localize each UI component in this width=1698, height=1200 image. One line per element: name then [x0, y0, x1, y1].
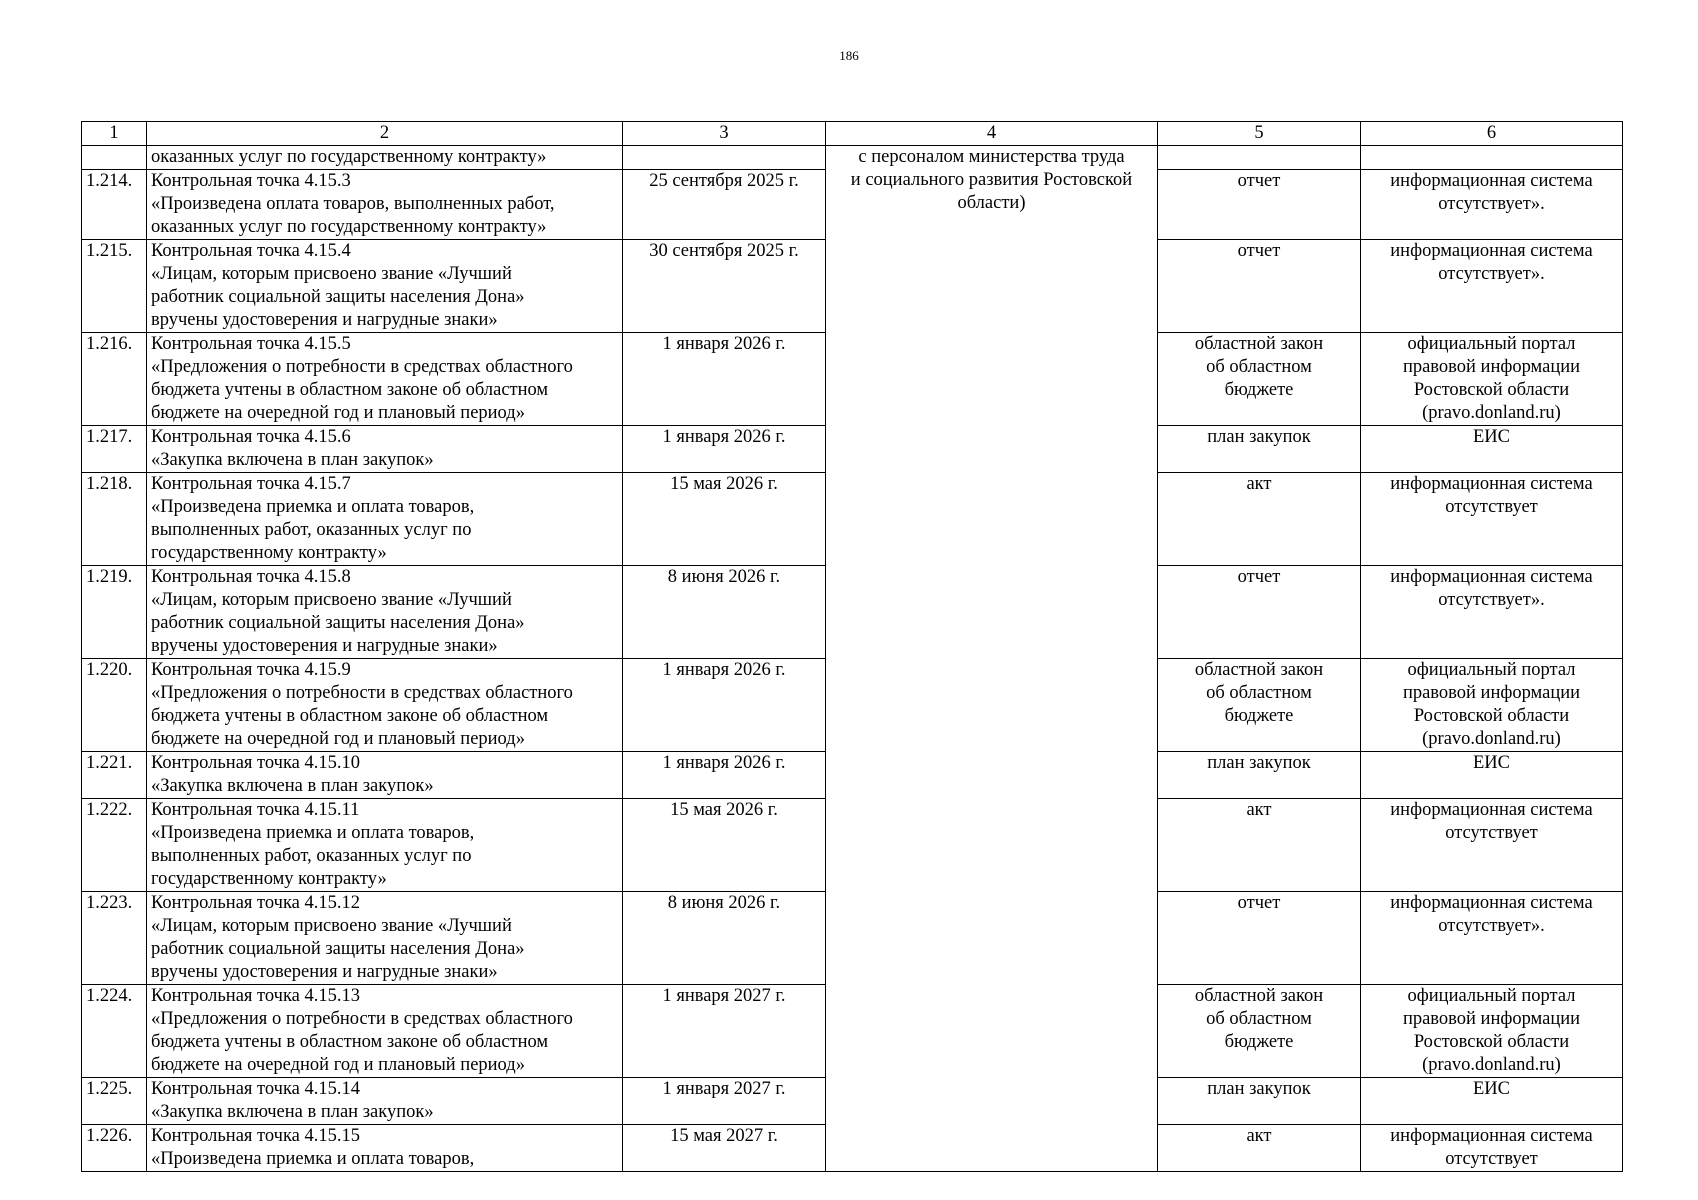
info-source-cell [1361, 1125, 1623, 1172]
date-cell: 25 сентября 2025 г. [623, 170, 826, 240]
info-source-cell [1361, 333, 1623, 426]
description-line: «Закупка включена в план закупок» [151, 1102, 434, 1122]
row-number-cell: 1.224. [82, 985, 147, 1078]
description-line: «Закупка включена в план закупок» [151, 776, 434, 796]
info-source-line: правовой информации [1402, 683, 1581, 703]
description-line: бюджете на очередной год и плановый период» [151, 729, 525, 749]
header-row [82, 122, 1623, 146]
description-cell [147, 473, 623, 566]
document-type-line: областной закон [1194, 986, 1324, 1006]
info-source-line: ЕИС [1473, 427, 1510, 447]
continuation-date-cell [623, 146, 826, 170]
description-line: Контрольная точка 4.15.13 [151, 986, 361, 1006]
info-source-cell [1361, 799, 1623, 892]
info-source-line: информационная система [1390, 893, 1593, 913]
column-header-5: 5 [1158, 122, 1361, 146]
document-type-line: отчет [1237, 241, 1281, 261]
description-line: «Закупка включена в план закупок» [151, 450, 434, 470]
date-cell: 15 мая 2026 г. [623, 473, 826, 566]
description-line: «Произведена приемка и оплата товаров, [151, 1149, 475, 1169]
date-cell: 15 мая 2027 г. [623, 1125, 826, 1172]
description-line: «Предложения о потребности в средствах областного [151, 357, 573, 377]
row-number-cell: 1.217. [82, 426, 147, 473]
document-type-line: отчет [1237, 171, 1281, 191]
document-type-cell [1158, 799, 1361, 892]
description-line: государственному контракту» [151, 543, 387, 563]
document-type-cell [1158, 426, 1361, 473]
document-type-line: план закупок [1207, 753, 1311, 773]
description-line: Контрольная точка 4.15.12 [151, 893, 361, 913]
info-source-line: информационная система [1390, 800, 1593, 820]
document-type-line: бюджете [1224, 380, 1294, 400]
description-cell [147, 659, 623, 752]
column-header-1: 1 [82, 122, 147, 146]
row-number-cell: 1.218. [82, 473, 147, 566]
row-number-cell: 1.219. [82, 566, 147, 659]
info-source-cell [1361, 892, 1623, 985]
description-cell [147, 985, 623, 1078]
date-cell: 1 января 2027 г. [623, 1078, 826, 1125]
info-source-line: отсутствует». [1438, 590, 1545, 610]
description-line: работник социальной защиты населения Дона» [151, 939, 525, 959]
document-type-line: областной закон [1194, 660, 1324, 680]
description-line: работник социальной защиты населения Дона» [151, 613, 525, 633]
column-header-4: 4 [826, 122, 1158, 146]
description-line: Контрольная точка 4.15.8 [151, 567, 351, 587]
description-line: выполненных работ, оказанных услуг по [151, 520, 472, 540]
document-type-line: бюджете [1224, 706, 1294, 726]
responsible-cell [826, 146, 1158, 1172]
info-source-line: официальный портал [1407, 660, 1576, 680]
row-number-cell: 1.226. [82, 1125, 147, 1172]
description-line: «Лицам, которым присвоено звание «Лучший [151, 590, 512, 610]
info-source-line: информационная система [1390, 171, 1593, 191]
responsible-line: области) [957, 193, 1026, 213]
continuation-source-cell [1361, 146, 1623, 170]
description-line: Контрольная точка 4.15.14 [151, 1079, 361, 1099]
description-line: «Лицам, которым присвоено звание «Лучший [151, 916, 512, 936]
document-type-line: об областном [1206, 357, 1312, 377]
row-number-cell: 1.223. [82, 892, 147, 985]
info-source-cell [1361, 240, 1623, 333]
document-type-line: акт [1246, 1126, 1272, 1146]
description-cell [147, 566, 623, 659]
description-cell [147, 170, 623, 240]
description-line: бюджета учтены в областном законе об областном [151, 1032, 549, 1052]
document-type-cell [1158, 473, 1361, 566]
document-type-cell [1158, 892, 1361, 985]
info-source-line: отсутствует». [1438, 194, 1545, 214]
info-source-line: информационная система [1390, 567, 1593, 587]
row-number-cell: 1.222. [82, 799, 147, 892]
description-line: выполненных работ, оказанных услуг по [151, 846, 472, 866]
description-line: Контрольная точка 4.15.9 [151, 660, 351, 680]
description-line: вручены удостоверения и нагрудные знаки» [151, 636, 498, 656]
info-source-line: официальный портал [1407, 334, 1576, 354]
description-line: оказанных услуг по государственному контракту» [151, 217, 547, 237]
description-line: бюджете на очередной год и плановый период» [151, 1055, 525, 1075]
description-line: бюджете на очередной год и плановый период» [151, 403, 525, 423]
document-type-cell [1158, 659, 1361, 752]
info-source-line: Ростовской области [1413, 380, 1570, 400]
info-source-line: правовой информации [1402, 1009, 1581, 1029]
document-type-line: акт [1246, 800, 1272, 820]
date-cell: 1 января 2026 г. [623, 659, 826, 752]
continuation-description-cell [147, 146, 623, 170]
description-line: «Лицам, которым присвоено звание «Лучший [151, 264, 512, 284]
info-source-line: (pravo.donland.ru) [1422, 403, 1561, 423]
document-type-line: бюджете [1224, 1032, 1294, 1052]
info-source-line: отсутствует [1445, 823, 1538, 843]
info-source-line: информационная система [1390, 474, 1593, 494]
row-number-cell: 1.225. [82, 1078, 147, 1125]
description-line: бюджета учтены в областном законе об областном [151, 380, 549, 400]
column-header-2: 2 [147, 122, 623, 146]
date-cell: 1 января 2027 г. [623, 985, 826, 1078]
info-source-line: отсутствует». [1438, 916, 1545, 936]
description-line: Контрольная точка 4.15.7 [151, 474, 351, 494]
document-type-cell [1158, 1078, 1361, 1125]
document-type-cell [1158, 170, 1361, 240]
description-line: Контрольная точка 4.15.3 [151, 171, 351, 191]
column-header-6: 6 [1361, 122, 1623, 146]
date-cell: 15 мая 2026 г. [623, 799, 826, 892]
continuation-row [82, 146, 1623, 170]
description-line: Контрольная точка 4.15.5 [151, 334, 351, 354]
info-source-line: отсутствует [1445, 497, 1538, 517]
document-type-line: акт [1246, 474, 1272, 494]
info-source-cell [1361, 170, 1623, 240]
description-line: «Предложения о потребности в средствах областного [151, 683, 573, 703]
document-type-line: областной закон [1194, 334, 1324, 354]
document-type-line: отчет [1237, 567, 1281, 587]
document-type-line: об областном [1206, 1009, 1312, 1029]
description-line: вручены удостоверения и нагрудные знаки» [151, 310, 498, 330]
date-cell: 1 января 2026 г. [623, 333, 826, 426]
info-source-line: отсутствует [1445, 1149, 1538, 1169]
document-type-cell [1158, 566, 1361, 659]
info-source-cell [1361, 752, 1623, 799]
continuation-number-cell [82, 146, 147, 170]
row-number-cell: 1.221. [82, 752, 147, 799]
description-line: «Произведена оплата товаров, выполненных работ, [151, 194, 555, 214]
document-type-line: план закупок [1207, 427, 1311, 447]
description-cell [147, 799, 623, 892]
description-cell [147, 752, 623, 799]
info-source-line: (pravo.donland.ru) [1422, 1055, 1561, 1075]
info-source-line: отсутствует». [1438, 264, 1545, 284]
date-cell: 1 января 2026 г. [623, 426, 826, 473]
info-source-line: информационная система [1390, 1126, 1593, 1146]
row-number-cell: 1.220. [82, 659, 147, 752]
info-source-line: ЕИС [1473, 1079, 1510, 1099]
description-cell [147, 892, 623, 985]
document-type-line: отчет [1237, 893, 1281, 913]
date-cell: 30 сентября 2025 г. [623, 240, 826, 333]
row-number-cell: 1.216. [82, 333, 147, 426]
info-source-cell [1361, 473, 1623, 566]
description-line: «Предложения о потребности в средствах областного [151, 1009, 573, 1029]
info-source-line: информационная система [1390, 241, 1593, 261]
column-header-3: 3 [623, 122, 826, 146]
description-line: Контрольная точка 4.15.10 [151, 753, 361, 773]
description-line: бюджета учтены в областном законе об областном [151, 706, 549, 726]
description-line: работник социальной защиты населения Дона» [151, 287, 525, 307]
responsible-line: и социального развития Ростовской [850, 170, 1133, 190]
description-cell [147, 333, 623, 426]
info-source-cell [1361, 1078, 1623, 1125]
info-source-cell [1361, 426, 1623, 473]
document-type-cell [1158, 333, 1361, 426]
info-source-cell [1361, 985, 1623, 1078]
description-line: Контрольная точка 4.15.6 [151, 427, 351, 447]
description-cell [147, 1125, 623, 1172]
info-source-cell [1361, 566, 1623, 659]
description-cell [147, 240, 623, 333]
description-line: Контрольная точка 4.15.11 [151, 800, 360, 820]
page-number: 186 [839, 48, 859, 63]
row-number-cell: 1.214. [82, 170, 147, 240]
description-line: вручены удостоверения и нагрудные знаки» [151, 962, 498, 982]
document-type-cell [1158, 240, 1361, 333]
description-cell [147, 1078, 623, 1125]
info-source-line: официальный портал [1407, 986, 1576, 1006]
date-cell: 8 июня 2026 г. [623, 566, 826, 659]
description-line: Контрольная точка 4.15.4 [151, 241, 351, 261]
continuation-description-line: оказанных услуг по государственному контракту» [151, 147, 547, 167]
date-cell: 8 июня 2026 г. [623, 892, 826, 985]
document-type-line: об областном [1206, 683, 1312, 703]
info-source-line: Ростовской области [1413, 706, 1570, 726]
row-number-cell: 1.215. [82, 240, 147, 333]
description-line: Контрольная точка 4.15.15 [151, 1126, 361, 1146]
info-source-cell [1361, 659, 1623, 752]
document-type-line: план закупок [1207, 1079, 1311, 1099]
description-line: «Произведена приемка и оплата товаров, [151, 497, 475, 517]
date-cell: 1 января 2026 г. [623, 752, 826, 799]
responsible-line: с персоналом министерства труда [858, 147, 1125, 167]
document-type-cell [1158, 752, 1361, 799]
continuation-document-cell [1158, 146, 1361, 170]
description-cell [147, 426, 623, 473]
info-source-line: (pravo.donland.ru) [1422, 729, 1561, 749]
info-source-line: ЕИС [1473, 753, 1510, 773]
document-type-cell [1158, 985, 1361, 1078]
info-source-line: Ростовской области [1413, 1032, 1570, 1052]
document-type-cell [1158, 1125, 1361, 1172]
control-points-table [81, 121, 1623, 1172]
description-line: государственному контракту» [151, 869, 387, 889]
info-source-line: правовой информации [1402, 357, 1581, 377]
description-line: «Произведена приемка и оплата товаров, [151, 823, 475, 843]
